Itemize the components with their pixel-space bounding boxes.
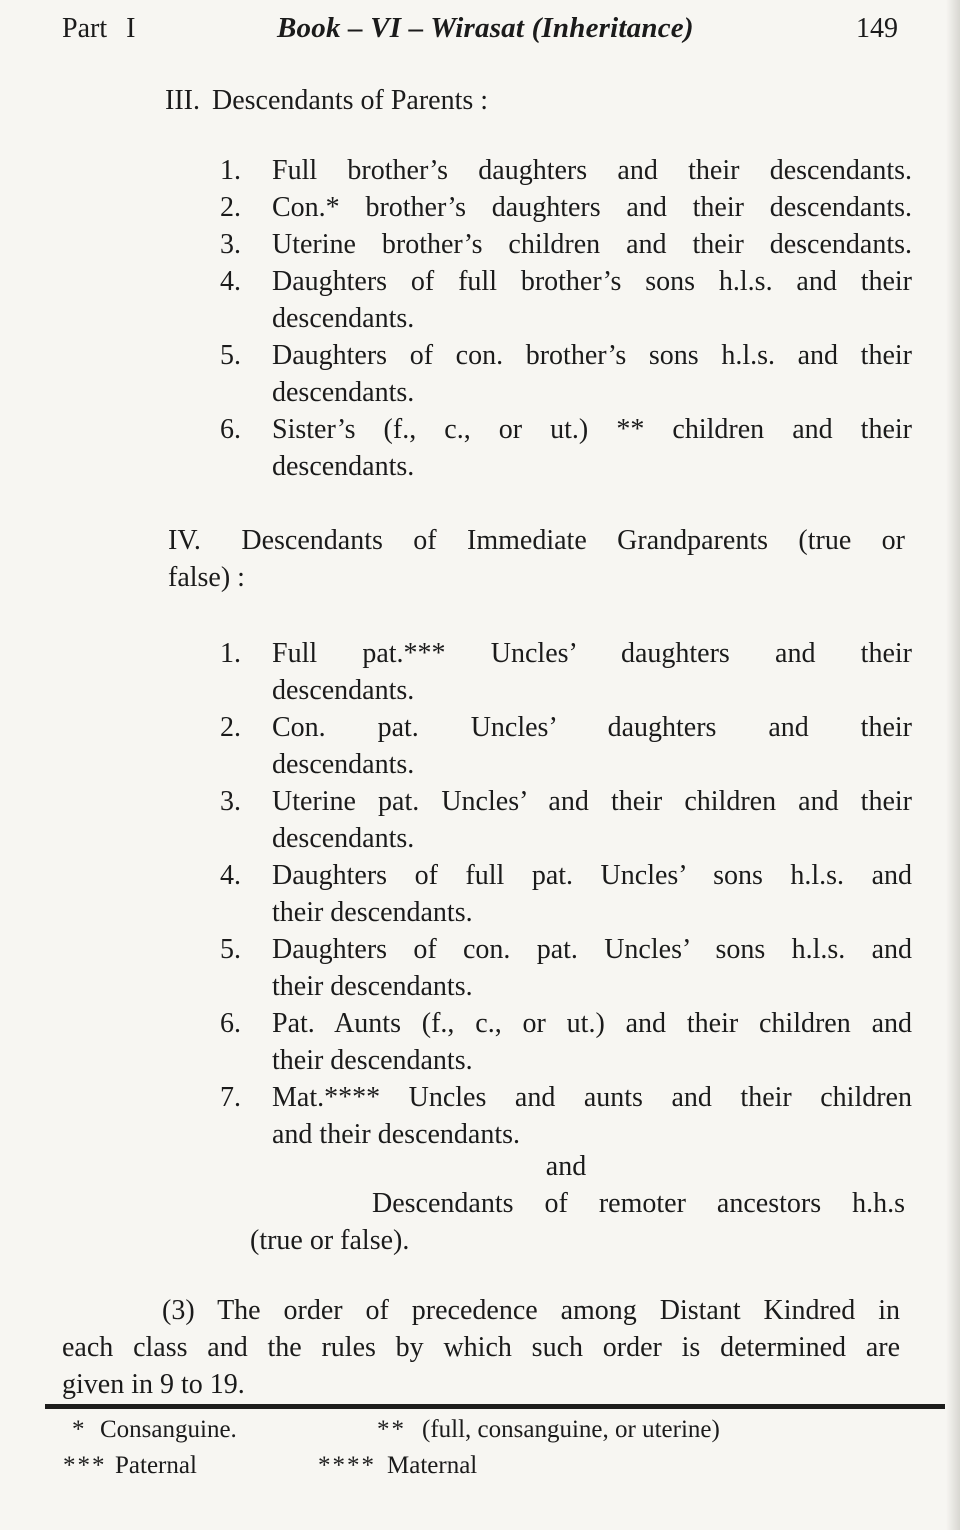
paragraph-line: each class and the rules by which such order is determined are bbox=[62, 1332, 900, 1363]
footnote-text: Paternal bbox=[115, 1452, 197, 1479]
item-number: 6. bbox=[220, 414, 241, 445]
list-item bbox=[220, 226, 912, 263]
footnote-text: Maternal bbox=[387, 1452, 478, 1479]
item-line: and their descendants. bbox=[272, 1119, 521, 1150]
item-line: Uterine pat. Uncles’ and their children and their bbox=[272, 786, 912, 817]
section-iv-tail bbox=[220, 1148, 912, 1259]
item-line: Full brother’s daughters and their descendants. bbox=[272, 155, 912, 186]
item-number: 2. bbox=[220, 712, 241, 743]
section-iv-numeral: IV. bbox=[168, 525, 201, 556]
part-label: Part I bbox=[62, 13, 136, 44]
footnote-marker: ** bbox=[377, 1416, 406, 1443]
section-iii-list bbox=[220, 152, 912, 485]
item-number: 6. bbox=[220, 1008, 241, 1039]
footnote-marker: **** bbox=[318, 1452, 376, 1479]
footnotes bbox=[0, 1412, 960, 1484]
section-iii-numeral: III. bbox=[165, 85, 200, 116]
item-line: descendants. bbox=[272, 675, 415, 706]
item-number: 1. bbox=[220, 155, 241, 186]
page-number: 149 bbox=[856, 13, 898, 44]
list-item bbox=[220, 152, 912, 189]
book-title: Book – VI – Wirasat (Inheritance) bbox=[277, 12, 694, 44]
item-line: descendants. bbox=[272, 451, 415, 482]
section-iv-heading bbox=[168, 522, 905, 596]
footnote-text: Consanguine. bbox=[100, 1416, 237, 1443]
list-item bbox=[220, 857, 912, 931]
section-iii-title: Descendants of Parents : bbox=[211, 85, 489, 116]
footnote-divider bbox=[45, 1404, 945, 1409]
list-item bbox=[220, 1079, 912, 1153]
item-line: Pat. Aunts (f., c., or ut.) and their children and bbox=[272, 1008, 912, 1039]
footnote-text: (full, consanguine, or uterine) bbox=[422, 1416, 720, 1443]
section-iv-list bbox=[220, 635, 912, 1153]
item-line: descendants. bbox=[272, 749, 415, 780]
remoter-ancestors-line: Descendants of remoter ancestors h.h.s bbox=[372, 1188, 905, 1219]
item-number: 4. bbox=[220, 266, 241, 297]
true-or-false-line: (true or false). bbox=[250, 1225, 410, 1256]
item-number: 1. bbox=[220, 638, 241, 669]
paragraph-line: (3) The order of precedence among Distant Kindred in bbox=[162, 1295, 900, 1326]
list-item bbox=[220, 1005, 912, 1079]
list-item bbox=[220, 709, 912, 783]
item-number: 3. bbox=[220, 229, 241, 260]
item-line: their descendants. bbox=[272, 1045, 473, 1076]
list-item bbox=[220, 189, 912, 226]
paragraph-line: given in 9 to 19. bbox=[62, 1369, 245, 1400]
section-iii-heading bbox=[165, 82, 488, 119]
item-line: their descendants. bbox=[272, 897, 473, 928]
clause-3-paragraph bbox=[62, 1292, 900, 1403]
item-line: descendants. bbox=[272, 303, 415, 334]
item-line: Daughters of con. brother’s sons h.l.s. and their bbox=[272, 340, 912, 371]
footnote-marker: * bbox=[72, 1416, 87, 1443]
list-item bbox=[220, 263, 912, 337]
item-line: Con. pat. Uncles’ daughters and their bbox=[272, 712, 912, 743]
item-line: Daughters of full pat. Uncles’ sons h.l.s. and bbox=[272, 860, 912, 891]
list-item bbox=[220, 783, 912, 857]
section-iv-title-line: false) : bbox=[168, 562, 245, 593]
item-line: Sister’s (f., c., or ut.) ** children and their bbox=[272, 414, 912, 445]
footnote-marker: *** bbox=[63, 1452, 107, 1479]
list-item bbox=[220, 337, 912, 411]
item-line: Uterine brother’s children and their descendants. bbox=[272, 229, 912, 260]
footnote-row bbox=[0, 1412, 960, 1448]
item-number: 5. bbox=[220, 340, 241, 371]
item-number: 2. bbox=[220, 192, 241, 223]
item-line: descendants. bbox=[272, 823, 415, 854]
item-line: Mat.**** Uncles and aunts and their children bbox=[272, 1082, 912, 1113]
item-number: 5. bbox=[220, 934, 241, 965]
connector-and: and bbox=[545, 1151, 587, 1182]
footnote-row bbox=[0, 1448, 960, 1484]
list-item bbox=[220, 931, 912, 1005]
item-line: descendants. bbox=[272, 377, 415, 408]
item-line: Daughters of full brother’s sons h.l.s. and their bbox=[272, 266, 912, 297]
list-item bbox=[220, 411, 912, 485]
list-item bbox=[220, 635, 912, 709]
item-number: 3. bbox=[220, 786, 241, 817]
item-number: 4. bbox=[220, 860, 241, 891]
section-iv-title-line: Descendants of Immediate Grandparents (true or bbox=[241, 525, 906, 556]
item-line: Daughters of con. pat. Uncles’ sons h.l.s. and bbox=[272, 934, 912, 965]
item-line: Con.* brother’s daughters and their descendants. bbox=[272, 192, 912, 223]
item-line: their descendants. bbox=[272, 971, 473, 1002]
item-number: 7. bbox=[220, 1082, 241, 1113]
page-header bbox=[0, 10, 960, 50]
item-line: Full pat.*** Uncles’ daughters and their bbox=[272, 638, 912, 669]
